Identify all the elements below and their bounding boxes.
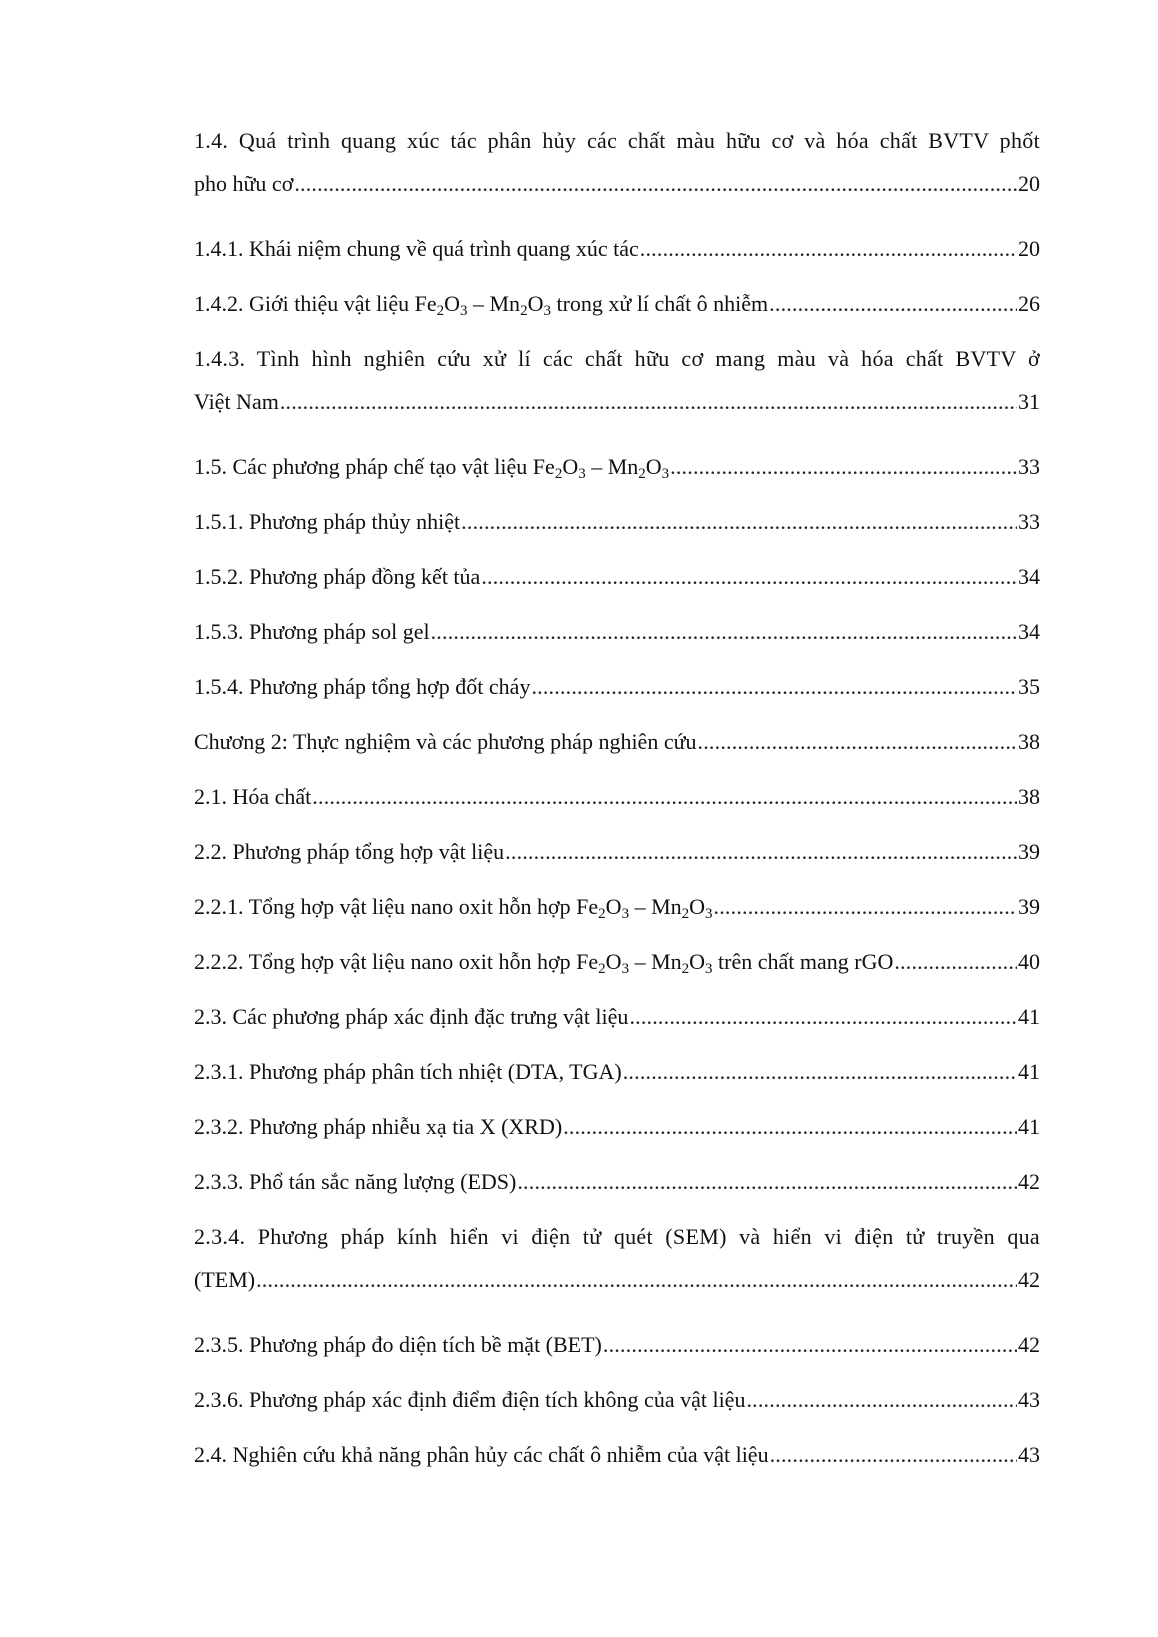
dot-leader <box>670 451 1017 483</box>
dot-leader <box>505 836 1017 868</box>
toc-page-number: 35 <box>1018 674 1040 699</box>
dot-leader <box>563 1111 1017 1143</box>
toc-entry-title: 2.3.3. Phổ tán sắc năng lượng (EDS) <box>194 1169 517 1194</box>
toc-entry-title: 2.2.1. Tổng hợp vật liệu nano oxit hỗn hợp $Fe_2O_3 - Mn_2O_3$ <box>194 894 713 922</box>
toc-entry-2-4[interactable] <box>194 1439 1040 1494</box>
toc-entry-1-5[interactable] <box>194 451 1040 506</box>
dot-leader <box>714 891 1017 923</box>
toc-page-number: 42 <box>1018 1332 1040 1357</box>
dot-leader <box>280 386 1017 418</box>
toc-entry-1-5-2[interactable] <box>194 561 1040 616</box>
dot-leader <box>461 506 1017 538</box>
toc-entry-1-4-2[interactable] <box>194 288 1040 343</box>
dot-leader <box>623 1056 1017 1088</box>
toc-entry-2-2[interactable] <box>194 836 1040 891</box>
toc-entry-2-3-2[interactable] <box>194 1111 1040 1166</box>
toc-page-number: 38 <box>1018 729 1040 754</box>
toc-page-number: 34 <box>1018 619 1040 644</box>
toc-entry-1-4-3[interactable] <box>194 343 1040 451</box>
toc-entry-title: 1.5.2. Phương pháp đồng kết tủa <box>194 564 481 589</box>
toc-entry-title: pho hữu cơ <box>194 171 294 196</box>
toc-entry-title: Việt Nam <box>194 389 279 414</box>
toc-entry-2-3-1[interactable] <box>194 1056 1040 1111</box>
toc-page-number: 41 <box>1018 1059 1040 1084</box>
dot-leader <box>517 1166 1017 1198</box>
toc-entry-2-3-5[interactable] <box>194 1329 1040 1384</box>
toc-entry-title: 1.5.1. Phương pháp thủy nhiệt <box>194 509 461 534</box>
toc-page-number: 20 <box>1018 171 1040 196</box>
dot-leader <box>481 561 1017 593</box>
toc-page-number: 41 <box>1018 1114 1040 1139</box>
toc-entry-1-5-1[interactable] <box>194 506 1040 561</box>
toc-entry-line: 2.3.4. Phương pháp kính hiển vi điện tử quét (SEM) và hiển vi điện tử truyền qua <box>194 1224 1040 1249</box>
dot-leader <box>769 288 1017 320</box>
dot-leader <box>294 168 1017 200</box>
dot-leader <box>770 1439 1017 1471</box>
toc-entry-title: 2.3. Các phương pháp xác định đặc trưng vật liệu <box>194 1004 629 1029</box>
toc-entry-title: 1.5.4. Phương pháp tổng hợp đốt cháy <box>194 674 531 699</box>
dot-leader <box>431 616 1017 648</box>
toc-page-number: 26 <box>1018 291 1040 316</box>
toc-entry-title: 2.3.2. Phương pháp nhiễu xạ tia X (XRD) <box>194 1114 563 1139</box>
toc-page-number: 43 <box>1018 1387 1040 1412</box>
toc-entry-title: 2.2. Phương pháp tổng hợp vật liệu <box>194 839 505 864</box>
toc-page-number: 34 <box>1018 564 1040 589</box>
dot-leader <box>312 781 1017 813</box>
toc-entry-1-5-4[interactable] <box>194 671 1040 726</box>
toc-page-number: 39 <box>1018 894 1040 919</box>
toc-entry-title: 2.2.2. Tổng hợp vật liệu nano oxit hỗn hợp $Fe_2O_3 - Mn_2O_3$ trên chất mang rGO <box>194 949 894 977</box>
toc-entry-title: 2.3.5. Phương pháp đo diện tích bề mặt (BET) <box>194 1332 602 1357</box>
toc-page-number: 40 <box>1018 949 1040 974</box>
dot-leader <box>746 1384 1017 1416</box>
toc-entry-line: 1.4.3. Tình hình nghiên cứu xử lí các chất hữu cơ mang màu và hóa chất BVTV ở <box>194 346 1040 371</box>
toc-entry-2-3-3[interactable] <box>194 1166 1040 1221</box>
toc-entry-line: 1.4. Quá trình quang xúc tác phân hủy các chất màu hữu cơ và hóa chất BVTV phốt <box>194 128 1040 153</box>
toc-page-number: 31 <box>1018 389 1040 414</box>
toc-entry-title: 2.3.6. Phương pháp xác định điểm điện tích không của vật liệu <box>194 1387 746 1412</box>
toc-page-number: 20 <box>1018 236 1040 261</box>
toc-entry-title: 2.1. Hóa chất <box>194 784 312 809</box>
toc-entry-2-3-4[interactable] <box>194 1221 1040 1329</box>
toc-entry-2-1[interactable] <box>194 781 1040 836</box>
toc-entry-1-5-3[interactable] <box>194 616 1040 671</box>
toc-entry-2-2-1[interactable] <box>194 891 1040 946</box>
toc-page-number: 43 <box>1018 1442 1040 1467</box>
toc-entry-title: Chương 2: Thực nghiệm và các phương pháp nghiên cứu <box>194 729 697 754</box>
toc-page-number: 42 <box>1018 1267 1040 1292</box>
toc-page-number: 42 <box>1018 1169 1040 1194</box>
toc-entry-title: 1.4.2. Giới thiệu vật liệu $Fe_2O_3 - Mn_2O_3$ trong xử lí chất ô nhiễm <box>194 291 769 319</box>
dot-leader <box>698 726 1017 758</box>
toc-page-number: 41 <box>1018 1004 1040 1029</box>
dot-leader <box>640 233 1017 265</box>
toc-entry-2-3-6[interactable] <box>194 1384 1040 1439</box>
toc-entry-2-3[interactable] <box>194 1001 1040 1056</box>
toc-entry-title: 2.3.1. Phương pháp phân tích nhiệt (DTA, TGA) <box>194 1059 622 1084</box>
toc-entry-title: 1.5. Các phương pháp chế tạo vật liệu $Fe_2O_3 - Mn_2O_3$ <box>194 454 670 482</box>
toc-page-number: 38 <box>1018 784 1040 809</box>
dot-leader <box>894 946 1017 978</box>
dot-leader <box>256 1264 1017 1296</box>
toc-entry-title: 1.4.1. Khái niệm chung về quá trình quang xúc tác <box>194 236 639 261</box>
toc-page-number: 33 <box>1018 509 1040 534</box>
table-of-contents <box>194 125 1040 1494</box>
toc-entry-1-4-1[interactable] <box>194 233 1040 288</box>
dot-leader <box>603 1329 1017 1361</box>
toc-entry-title: (TEM) <box>194 1267 256 1292</box>
dot-leader <box>629 1001 1017 1033</box>
toc-entry-1-4[interactable] <box>194 125 1040 233</box>
toc-entry-chapter-2[interactable] <box>194 726 1040 781</box>
toc-entry-title: 1.5.3. Phương pháp sol gel <box>194 619 430 644</box>
toc-entry-title: 2.4. Nghiên cứu khả năng phân hủy các chất ô nhiễm của vật liệu <box>194 1442 769 1467</box>
toc-page-number: 33 <box>1018 454 1040 479</box>
toc-entry-2-2-2[interactable] <box>194 946 1040 1001</box>
dot-leader <box>531 671 1017 703</box>
toc-page-number: 39 <box>1018 839 1040 864</box>
